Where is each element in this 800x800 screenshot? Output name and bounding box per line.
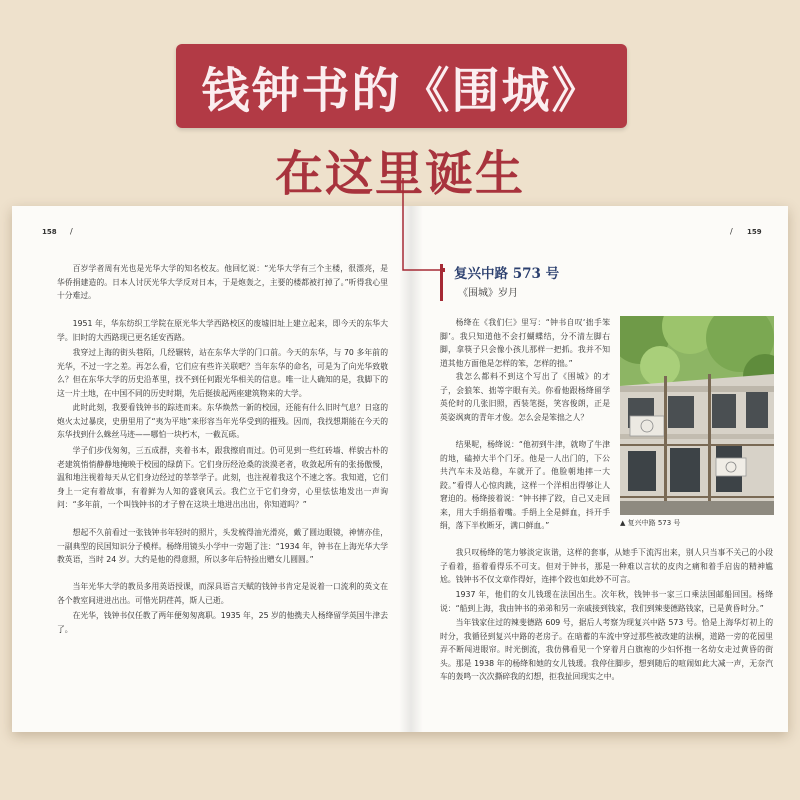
right-paragraph: 当年钱家住过的辣斐德路 609 号，据后人考察为现复兴中路 573 号。恰是上海华灯初上的时分，我循径到复兴中路的老房子。在暗蓄的车流中穿过那些被改建的法桐，道路一旁的花园里弄不断闯进眼帘。时光倒流，我仿佛看见一个穿着月白旗袍的少妇怀抱一名幼女走过黄昏的街头。那是 1938 年的杨绛和她的女儿钱瑗。我停住脚步，想到随后的喧闹如此大减一声，无奈汽车的轰鸣一次次撕碎我的幻想，拒我扯回现实之中。 [440,618,773,681]
title-banner [176,44,627,128]
right-paragraph: 1937 年，他们的女儿钱瑗在法国出生。次年秋，钱钟书一家三口乘法国邮船回国。杨绛说：“船到上海，我由钟书的弟弟和另一亲戚接到钱家，我们到辣斐德路钱家，已是黄昏时分。” [440,590,773,613]
book-spine [399,206,423,732]
right-paragraph: 杨绛在《我们仨》里写：“钟书自叹‘拙手笨脚’。我只知道他不会打蝴蝶结，分不清左脚右脚，拿筷子只会像小孩儿那样一把抓。我并不知道其他方面他是怎样的笨，怎样的拙。” [440,318,610,368]
left-paragraph: 1951 年，华东纺织工学院在原光华大学西路校区的废墟旧址上建立起来，即今天的东华大学。旧时的大西路现已更名延安西路。 [57,319,388,342]
left-paragraph: 此时此刻，我要看钱钟书的踪迹而来。东华焕然一新的校园，还能有什么旧时气息？日寇的炮火太过暴戾，史册里用了“夷为平地”来形容当年光华受到的摧残。因而，我找想期能在今天的东华找到什么蛛丝马迹——哪怕一块朽木，一截瓦砾。 [57,403,388,439]
building-photo [620,316,774,515]
left-paragraph: 我穿过上海的街头巷陌，几经辗转，站在东华大学的门口前。今天的东华，与 70 多年前的光华，不过一字之差。再怎么看，它们应有些许关联吧？当年东华的命名，可是为了向光华致敬么？但在东华大学的历史沿革里，找不到任何跟光华相关的信息。唯一让人确知的是，我脚下的这一片土地，在中国不同的历史时期，先后挺拔起两座建筑物来的大学。 [57,348,388,398]
right-paragraph: 结果呢，杨绛说：“他初到牛津，就吻了牛津的地，磕掉大半个门牙。他是一人出门的，下公共汽车未及站稳，车就开了。他脸朝地摔一大跤。”看得人心惊肉跳，这样一个洋相出得够让人窘迫的。杨绛接着说：“钟书摔了跤，自己又走回来，用大手绢捂着嘴。手绢上全是鲜血，抖开手绢，落下半枚断牙，满口鲜血。” [440,440,610,530]
left-paragraph: 学子们步伐匆匆，三五成群，夹着书本，跟我擦肩而过。仍可见到一些红砖墙、样貌古朴的老建筑悄悄静静地掩映于校园的绿荫下。它们身历经沧桑的淡漠老者，收敛起所有的张扬傲慢，温和地注视着每天从它们身边经过的莘莘学子。此刻，也注视着我这个不速之客。我知道，它们身上一定有着故事，有着鲜为人知的盛衰风云。我伫立于它们身旁，心里怯怯地发出一声询问：“多年前，一个叫钱钟书的才子曾在这块土地进出出出，你知道吗？” [57,446,388,509]
open-book [12,206,788,732]
right-paragraph: 我怎么都料不到这个写出了《围城》的才子，会狼笨、拙等字眼有关。你看他跟杨绛留学英伦时的几张旧照，西装笔挺，笑容俊朗，正是英姿飒爽的青年才俊。怎么会是笨拙之人？ [440,372,610,422]
banner-title: 钱钟书的《围城》 [201,62,602,119]
left-page-slash: / [70,227,73,236]
section-marker [440,264,443,301]
left-page-number: 158 [42,228,57,236]
subtitle: 在这里诞生 [274,146,525,202]
left-paragraph: 百岁学者周有光也是光华大学的知名校友。他回忆说：“光华大学有三个主楼，很漂亮，是华侨捐建造的。日本人讨厌光华大学反对日本，于是炮轰之，主要的楼都被打掉了。”听得我心里十分难过。 [57,264,388,300]
left-paragraph: 当年光华大学的教员多用英语授课，而深具语言天赋的钱钟书肯定是说着一口流利的英文在各个教室间进进出出。可惜光阴荏苒，斯人已逝。 [57,582,388,605]
building-photo-illustration [620,316,774,515]
right-paragraph: 我只叹杨绛的笔力够淡定诙谐，这样的套事，从她手下流泻出来，别人只当事不关己的小段子看着，捂着看得乐不可支。但对于钟书，那是一种难以言状的皮肉之痛和着手启齿的精神尴尬。钱钟书不仅文章作得好，连摔个跤也如此妙不可言。 [440,548,773,584]
section-subtitle: 《围城》岁月 [458,288,518,299]
left-paragraph: 想起不久前看过一张钱钟书年轻时的照片，头发梳得油光滑亮，戴了圆边眼镜，神情亦佳，一副典型的民国知识分子模样。杨绛用镜头小学中一旁题了注：“1934 年，钟书在上海光华大学教英语，当时 24 岁。大约是他的得意照，所以多年后特捡出赠女儿圆圆。” [57,528,388,564]
section-title: 复兴中路 573 号 [454,266,560,282]
left-paragraph: 在光华，钱钟书仅任教了两年便匆匆离职。1935 年，25 岁的他携夫人杨绛留学英国牛津去了。 [57,611,388,634]
photo-caption: ▲ 复兴中路 573 号 [620,519,681,527]
right-page-number: 159 [747,228,762,236]
right-page-slash: / [730,227,733,236]
